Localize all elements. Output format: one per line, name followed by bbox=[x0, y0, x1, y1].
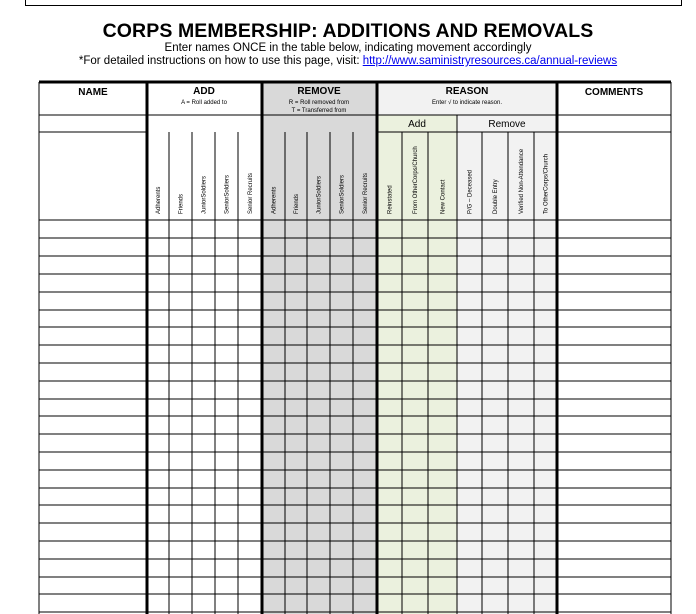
remove-column-label: SeniorSoldiers bbox=[339, 174, 346, 214]
remove-column-label: Senior Recruits bbox=[363, 172, 369, 214]
add-column-label: SeniorSoldiers bbox=[224, 174, 231, 214]
reason-remove-column-label: Double Entry bbox=[493, 179, 499, 214]
reason-header: REASON bbox=[445, 86, 489, 97]
reason-remove-label: Remove bbox=[488, 119, 526, 130]
annual-reviews-link[interactable]: http://www.saministryresources.ca/annual-reviews bbox=[362, 55, 618, 67]
remove-column-label: Adherents bbox=[271, 186, 278, 214]
reason-add-column-label: From OtherCorps/Church bbox=[413, 146, 419, 214]
remove-header: REMOVE bbox=[297, 86, 341, 97]
detail-prefix: *For detailed instructions on how to use this page, visit: bbox=[78, 55, 363, 67]
add-column-label: Adherents bbox=[156, 186, 162, 214]
remove-subheader-2: T = Transferred from bbox=[291, 108, 347, 114]
add-header: ADD bbox=[193, 86, 215, 97]
remove-column-label: Friends bbox=[294, 193, 300, 214]
comments-header: COMMENTS bbox=[584, 87, 644, 98]
add-column-label: Senior Recruits bbox=[248, 172, 254, 214]
reason-add-column-label: New Contact bbox=[440, 179, 447, 214]
reason-remove-column-label: Verified Non-Attendance bbox=[519, 148, 525, 214]
reason-subheader: Enter √ to indicate reason. bbox=[432, 100, 502, 106]
reason-remove-column-label: To OtherCorps/Church bbox=[543, 153, 550, 214]
add-subheader: A = Roll added to bbox=[181, 100, 227, 106]
remove-subheader-1: R = Roll removed from bbox=[288, 100, 350, 106]
reason-add-column-label: Reinstated bbox=[387, 185, 394, 214]
reason-add-label: Add bbox=[408, 119, 426, 130]
add-column-label: Friends bbox=[178, 193, 185, 214]
instruction-text: Enter names ONCE in the table below, indicating movement accordingly bbox=[164, 42, 532, 54]
remove-column-label: JuniorSoldiers bbox=[316, 175, 323, 214]
page-title: CORPS MEMBERSHIP: ADDITIONS AND REMOVALS bbox=[102, 20, 594, 42]
add-column-label: JuniorSoldiers bbox=[201, 175, 208, 214]
name-header: NAME bbox=[78, 87, 108, 98]
reason-remove-column-label: P/G – Deceased bbox=[467, 169, 474, 214]
